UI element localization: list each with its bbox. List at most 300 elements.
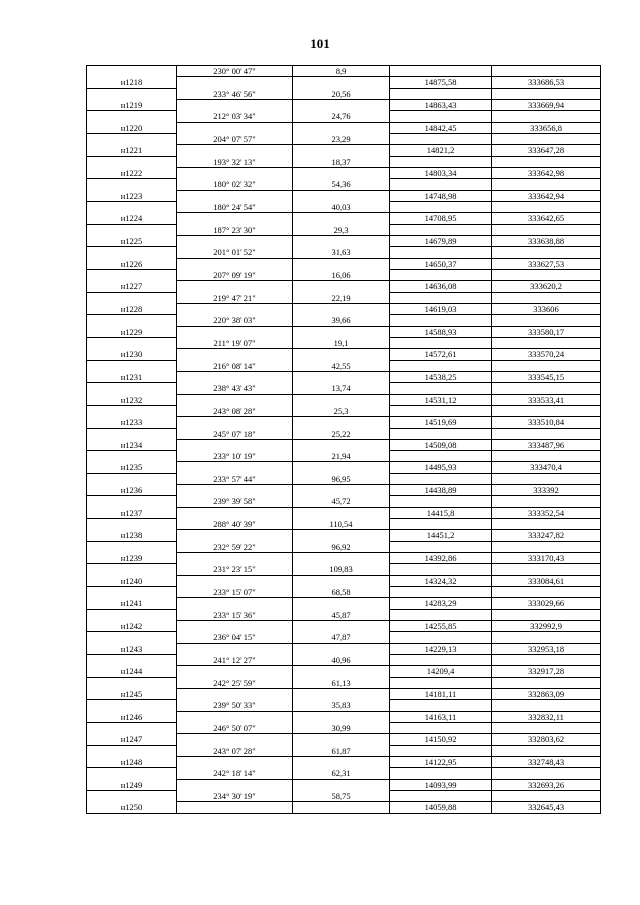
length-cell: 19,1 <box>293 338 390 349</box>
y-cell: 333570,24 <box>492 349 601 360</box>
angle-cell <box>177 440 293 451</box>
y-cell <box>492 202 601 213</box>
angle-cell <box>177 621 293 632</box>
point-name-cell: н1242 <box>87 621 177 632</box>
point-name-cell: н1224 <box>87 213 177 224</box>
point-name-cell: н1241 <box>87 598 177 609</box>
segment-row <box>87 111 601 122</box>
length-cell: 96,95 <box>293 474 390 485</box>
point-row <box>87 123 601 134</box>
y-cell <box>492 474 601 485</box>
point-name-cell: н1245 <box>87 689 177 700</box>
y-cell <box>492 610 601 621</box>
point-name-cell: н1227 <box>87 281 177 292</box>
x-cell <box>390 361 492 372</box>
y-cell <box>492 655 601 666</box>
angle-cell: 246° 50' 07" <box>177 723 293 734</box>
y-cell <box>492 700 601 711</box>
angle-cell <box>177 553 293 564</box>
angle-cell: 245° 07' 18" <box>177 429 293 440</box>
point-name-cell: н1220 <box>87 123 177 134</box>
point-row <box>87 236 601 247</box>
angle-cell: 231° 23' 15" <box>177 564 293 575</box>
point-name-cell: н1231 <box>87 372 177 383</box>
point-cell <box>87 542 177 553</box>
angle-cell: 187° 23' 30" <box>177 225 293 236</box>
length-cell <box>293 327 390 338</box>
x-cell: 14415,8 <box>390 508 492 519</box>
x-cell: 14748,98 <box>390 191 492 202</box>
point-name-cell: н1250 <box>87 802 177 813</box>
angle-cell: 232° 59' 22" <box>177 542 293 553</box>
x-cell: 14181,11 <box>390 689 492 700</box>
y-cell: 333352,54 <box>492 508 601 519</box>
point-cell <box>87 723 177 734</box>
y-cell: 333084,61 <box>492 576 601 587</box>
point-name-cell: н1230 <box>87 349 177 360</box>
point-name-cell: н1228 <box>87 304 177 315</box>
point-row <box>87 327 601 338</box>
angle-cell <box>177 213 293 224</box>
y-cell: 332803,62 <box>492 734 601 745</box>
length-cell <box>293 462 390 473</box>
segment-row <box>87 134 601 145</box>
angle-cell: 236° 04' 15" <box>177 632 293 643</box>
segment-row <box>87 406 601 417</box>
length-cell: 61,87 <box>293 746 390 757</box>
angle-cell <box>177 644 293 655</box>
point-row <box>87 712 601 723</box>
segment-row <box>87 89 601 100</box>
y-cell: 333656,8 <box>492 123 601 134</box>
length-cell <box>293 168 390 179</box>
point-row <box>87 440 601 451</box>
length-cell <box>293 485 390 496</box>
length-cell: 68,58 <box>293 587 390 598</box>
angle-cell: 243° 07' 28" <box>177 746 293 757</box>
y-cell: 332645,43 <box>492 802 601 813</box>
length-cell: 8,9 <box>293 66 390 77</box>
angle-cell <box>177 191 293 202</box>
x-cell <box>390 315 492 326</box>
length-cell: 58,75 <box>293 791 390 802</box>
point-name-cell: н1249 <box>87 780 177 791</box>
point-name-cell: н1246 <box>87 712 177 723</box>
length-cell <box>293 304 390 315</box>
x-cell: 14842,45 <box>390 123 492 134</box>
point-name-cell: н1239 <box>87 553 177 564</box>
y-cell <box>492 134 601 145</box>
length-cell <box>293 644 390 655</box>
point-name-cell: н1235 <box>87 462 177 473</box>
y-cell: 333392 <box>492 485 601 496</box>
x-cell <box>390 179 492 190</box>
point-cell <box>87 293 177 304</box>
x-cell <box>390 66 492 77</box>
segment-row <box>87 338 601 349</box>
point-cell <box>87 632 177 643</box>
length-cell <box>293 689 390 700</box>
angle-cell: 211° 19' 07" <box>177 338 293 349</box>
point-row <box>87 780 601 791</box>
length-cell: 13,74 <box>293 383 390 394</box>
angle-cell: 180° 24' 54" <box>177 202 293 213</box>
y-cell: 333642,94 <box>492 191 601 202</box>
y-cell: 333647,28 <box>492 145 601 156</box>
point-cell <box>87 111 177 122</box>
y-cell <box>492 791 601 802</box>
angle-cell: 233° 10' 19" <box>177 451 293 462</box>
x-cell <box>390 610 492 621</box>
point-name-cell: н1244 <box>87 666 177 677</box>
x-cell: 14531,12 <box>390 395 492 406</box>
x-cell: 14572,61 <box>390 349 492 360</box>
y-cell: 333669,94 <box>492 100 601 111</box>
point-cell <box>87 406 177 417</box>
angle-cell <box>177 485 293 496</box>
point-cell <box>87 89 177 100</box>
y-cell <box>492 179 601 190</box>
y-cell <box>492 768 601 779</box>
length-cell: 29,3 <box>293 225 390 236</box>
point-cell <box>87 247 177 258</box>
x-cell <box>390 202 492 213</box>
point-cell <box>87 610 177 621</box>
point-row <box>87 145 601 156</box>
length-cell <box>293 417 390 428</box>
y-cell <box>492 406 601 417</box>
length-cell <box>293 734 390 745</box>
point-name-cell: н1234 <box>87 440 177 451</box>
length-cell: 35,83 <box>293 700 390 711</box>
segment-row <box>87 293 601 304</box>
length-cell: 31,63 <box>293 247 390 258</box>
y-cell <box>492 157 601 168</box>
x-cell <box>390 519 492 530</box>
point-name-cell: н1223 <box>87 191 177 202</box>
y-cell: 332992,9 <box>492 621 601 632</box>
segment-row <box>87 474 601 485</box>
length-cell <box>293 100 390 111</box>
x-cell: 14679,89 <box>390 236 492 247</box>
angle-cell <box>177 530 293 541</box>
length-cell <box>293 598 390 609</box>
point-cell <box>87 270 177 281</box>
x-cell <box>390 247 492 258</box>
point-row <box>87 417 601 428</box>
point-row <box>87 689 601 700</box>
x-cell <box>390 496 492 507</box>
point-name-cell: н1243 <box>87 644 177 655</box>
segment-row <box>87 383 601 394</box>
y-cell: 332693,26 <box>492 780 601 791</box>
angle-cell <box>177 372 293 383</box>
x-cell: 14255,85 <box>390 621 492 632</box>
point-row <box>87 734 601 745</box>
x-cell: 14438,89 <box>390 485 492 496</box>
angle-cell <box>177 123 293 134</box>
segment-row <box>87 247 601 258</box>
angle-cell: 239° 50' 33" <box>177 700 293 711</box>
x-cell: 14150,92 <box>390 734 492 745</box>
x-cell: 14122,95 <box>390 757 492 768</box>
angle-cell <box>177 281 293 292</box>
angle-cell: 242° 18' 14" <box>177 768 293 779</box>
point-cell <box>87 451 177 462</box>
angle-cell: 238° 43' 43" <box>177 383 293 394</box>
length-cell: 25,3 <box>293 406 390 417</box>
x-cell <box>390 111 492 122</box>
x-cell: 14875,58 <box>390 77 492 88</box>
x-cell <box>390 270 492 281</box>
y-cell: 333606 <box>492 304 601 315</box>
length-cell <box>293 395 390 406</box>
point-row <box>87 281 601 292</box>
point-cell <box>87 361 177 372</box>
angle-cell <box>177 349 293 360</box>
angle-cell <box>177 168 293 179</box>
angle-cell: 239° 39' 58" <box>177 496 293 507</box>
y-cell: 333247,82 <box>492 530 601 541</box>
point-cell <box>87 496 177 507</box>
length-cell: 40,03 <box>293 202 390 213</box>
y-cell <box>492 225 601 236</box>
y-cell: 332953,18 <box>492 644 601 655</box>
y-cell <box>492 587 601 598</box>
x-cell <box>390 89 492 100</box>
point-cell <box>87 768 177 779</box>
length-cell: 30,99 <box>293 723 390 734</box>
y-cell: 333627,53 <box>492 259 601 270</box>
point-cell <box>87 655 177 666</box>
segment-row <box>87 746 601 757</box>
y-cell: 332832,11 <box>492 712 601 723</box>
x-cell: 14229,13 <box>390 644 492 655</box>
length-cell: 40,96 <box>293 655 390 666</box>
x-cell <box>390 225 492 236</box>
point-row <box>87 191 601 202</box>
length-cell <box>293 281 390 292</box>
point-row <box>87 168 601 179</box>
y-cell: 332748,43 <box>492 757 601 768</box>
y-cell <box>492 361 601 372</box>
point-row <box>87 395 601 406</box>
x-cell: 14821,2 <box>390 145 492 156</box>
y-cell <box>492 338 601 349</box>
point-cell <box>87 225 177 236</box>
point-cell <box>87 587 177 598</box>
x-cell <box>390 293 492 304</box>
x-cell: 14392,86 <box>390 553 492 564</box>
x-cell <box>390 564 492 575</box>
x-cell <box>390 791 492 802</box>
y-cell <box>492 247 601 258</box>
angle-cell <box>177 304 293 315</box>
length-cell <box>293 621 390 632</box>
point-cell <box>87 791 177 802</box>
point-row <box>87 259 601 270</box>
angle-cell <box>177 598 293 609</box>
point-row <box>87 802 601 813</box>
angle-cell: 204° 07' 57" <box>177 134 293 145</box>
angle-cell: 193° 32' 13" <box>177 157 293 168</box>
x-cell <box>390 451 492 462</box>
angle-cell <box>177 666 293 677</box>
y-cell: 333029,66 <box>492 598 601 609</box>
angle-cell: 242° 25' 59" <box>177 678 293 689</box>
y-cell <box>492 723 601 734</box>
angle-cell: 233° 15' 07" <box>177 587 293 598</box>
point-row <box>87 598 601 609</box>
x-cell: 14803,34 <box>390 168 492 179</box>
angle-cell <box>177 417 293 428</box>
page-number: 101 <box>310 36 330 51</box>
point-row <box>87 485 601 496</box>
point-cell <box>87 474 177 485</box>
length-cell: 45,87 <box>293 610 390 621</box>
y-cell <box>492 429 601 440</box>
angle-cell: 234° 30' 19" <box>177 791 293 802</box>
y-cell: 333638,88 <box>492 236 601 247</box>
angle-cell: 180° 02' 32" <box>177 179 293 190</box>
y-cell: 333580,17 <box>492 327 601 338</box>
y-cell: 333470,4 <box>492 462 601 473</box>
length-cell: 21,94 <box>293 451 390 462</box>
angle-cell <box>177 100 293 111</box>
point-cell <box>87 157 177 168</box>
angle-cell <box>177 259 293 270</box>
point-name-cell: н1219 <box>87 100 177 111</box>
length-cell: 109,83 <box>293 564 390 575</box>
point-row <box>87 576 601 587</box>
point-cell <box>87 519 177 530</box>
length-cell <box>293 508 390 519</box>
length-cell <box>293 757 390 768</box>
angle-cell <box>177 576 293 587</box>
y-cell <box>492 632 601 643</box>
segment-row <box>87 700 601 711</box>
point-row <box>87 304 601 315</box>
length-cell: 22,19 <box>293 293 390 304</box>
point-name-cell: н1221 <box>87 145 177 156</box>
y-cell <box>492 270 601 281</box>
segment-row <box>87 225 601 236</box>
point-row <box>87 530 601 541</box>
point-name-cell: н1248 <box>87 757 177 768</box>
angle-cell <box>177 77 293 88</box>
x-cell <box>390 429 492 440</box>
x-cell <box>390 700 492 711</box>
angle-cell <box>177 327 293 338</box>
angle-cell: 233° 57' 44" <box>177 474 293 485</box>
segment-row <box>87 564 601 575</box>
angle-cell <box>177 757 293 768</box>
segment-row <box>87 768 601 779</box>
length-cell <box>293 802 390 813</box>
point-cell <box>87 383 177 394</box>
point-name-cell: н1247 <box>87 734 177 745</box>
segment-row <box>87 791 601 802</box>
length-cell: 110,54 <box>293 519 390 530</box>
length-cell: 45,72 <box>293 496 390 507</box>
point-row <box>87 757 601 768</box>
length-cell <box>293 440 390 451</box>
point-cell <box>87 134 177 145</box>
x-cell: 14636,08 <box>390 281 492 292</box>
point-cell <box>87 66 177 77</box>
x-cell <box>390 383 492 394</box>
y-cell <box>492 564 601 575</box>
length-cell: 96,92 <box>293 542 390 553</box>
x-cell <box>390 474 492 485</box>
point-cell <box>87 700 177 711</box>
point-cell <box>87 429 177 440</box>
length-cell <box>293 191 390 202</box>
length-cell <box>293 553 390 564</box>
point-row <box>87 553 601 564</box>
segment-row <box>87 542 601 553</box>
angle-cell: 219° 47' 21" <box>177 293 293 304</box>
x-cell: 14588,93 <box>390 327 492 338</box>
point-cell <box>87 179 177 190</box>
segment-row <box>87 587 601 598</box>
angle-cell: 207° 09' 19" <box>177 270 293 281</box>
point-row <box>87 77 601 88</box>
length-cell <box>293 530 390 541</box>
length-cell <box>293 712 390 723</box>
angle-cell <box>177 712 293 723</box>
length-cell: 62,31 <box>293 768 390 779</box>
point-cell <box>87 746 177 757</box>
x-cell: 14059,88 <box>390 802 492 813</box>
y-cell: 333533,41 <box>492 395 601 406</box>
point-name-cell: н1226 <box>87 259 177 270</box>
angle-cell: 220° 38' 03" <box>177 315 293 326</box>
y-cell <box>492 746 601 757</box>
y-cell: 332863,09 <box>492 689 601 700</box>
length-cell <box>293 259 390 270</box>
length-cell <box>293 780 390 791</box>
segment-row <box>87 678 601 689</box>
angle-cell <box>177 145 293 156</box>
point-name-cell: н1237 <box>87 508 177 519</box>
x-cell <box>390 678 492 689</box>
x-cell <box>390 587 492 598</box>
x-cell <box>390 157 492 168</box>
angle-cell <box>177 802 293 813</box>
length-cell <box>293 213 390 224</box>
x-cell: 14708,95 <box>390 213 492 224</box>
point-cell <box>87 202 177 213</box>
y-cell <box>492 496 601 507</box>
point-cell <box>87 338 177 349</box>
x-cell: 14538,25 <box>390 372 492 383</box>
x-cell <box>390 746 492 757</box>
x-cell <box>390 632 492 643</box>
x-cell: 14509,08 <box>390 440 492 451</box>
length-cell <box>293 145 390 156</box>
segment-row <box>87 315 601 326</box>
point-row <box>87 462 601 473</box>
length-cell: 42,55 <box>293 361 390 372</box>
segment-row <box>87 66 601 77</box>
point-name-cell: н1236 <box>87 485 177 496</box>
segment-row <box>87 610 601 621</box>
segment-row <box>87 202 601 213</box>
point-name-cell: н1225 <box>87 236 177 247</box>
y-cell <box>492 315 601 326</box>
y-cell: 332917,28 <box>492 666 601 677</box>
